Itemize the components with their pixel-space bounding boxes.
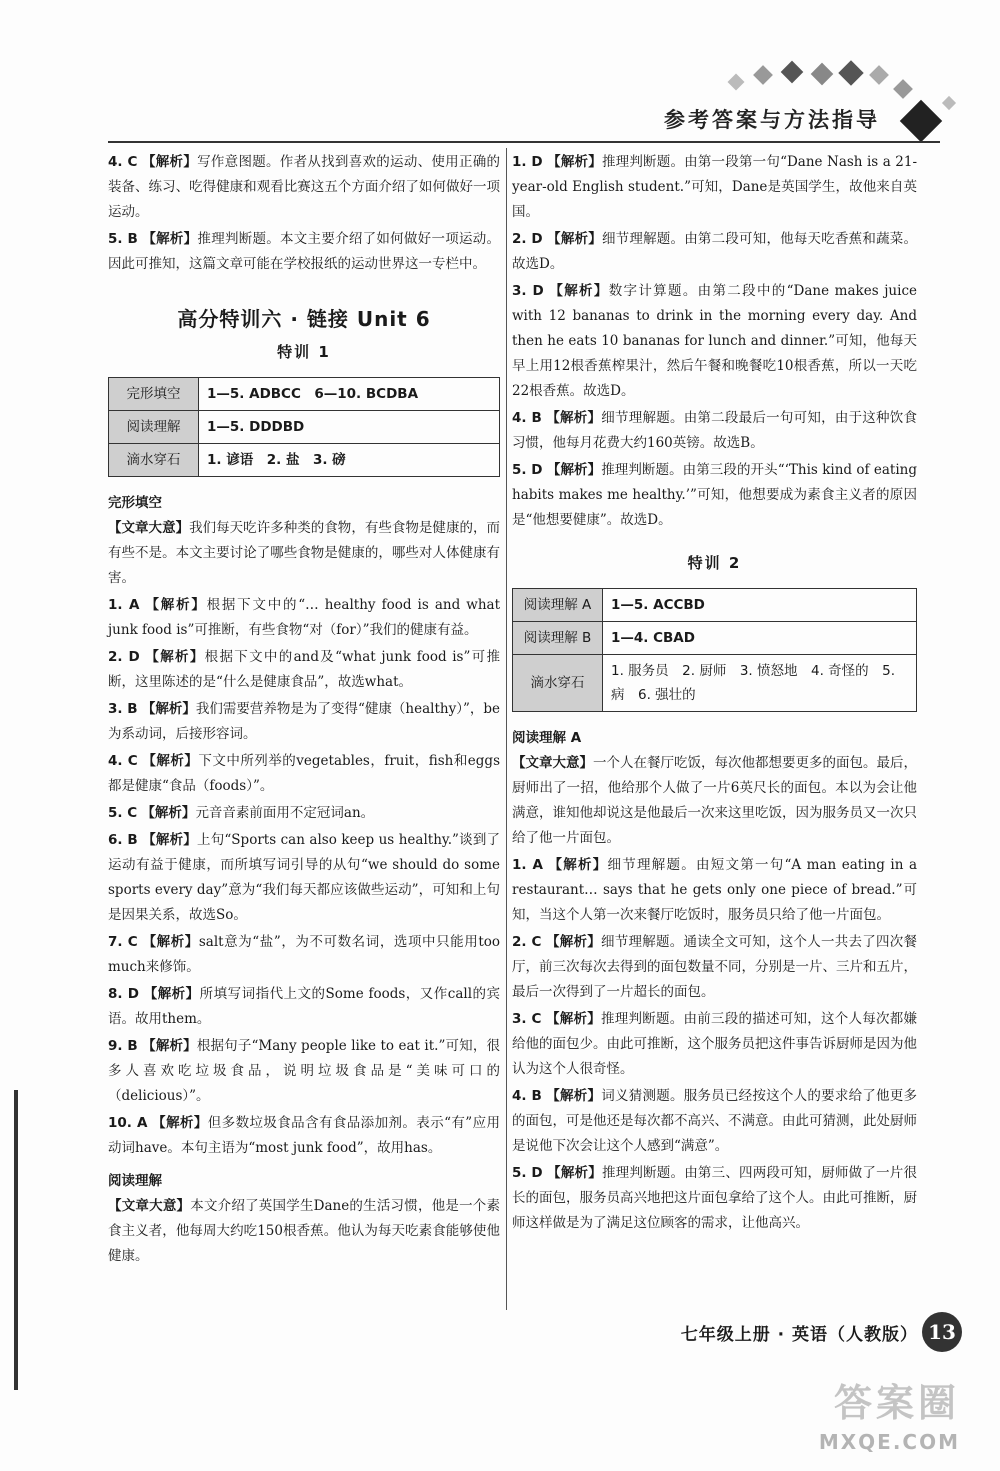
table-row: 完形填空 1—5. ADBCC 6—10. BCDBA <box>109 378 500 411</box>
cloze-summary: 【文章大意】我们每天吃许多种类的食物，有些食物是健康的，而有些不是。本文主要讨论了哪些食物是健康的，哪些对人体健康有害。 <box>108 520 501 586</box>
table-row: 滴水穿石 1. 谚语 2. 盐 3. 磅 <box>109 444 500 477</box>
header-rule <box>108 141 940 143</box>
answer-item: 4. B 【解析】词义猜测题。服务员已经按这个人的要求给了他更多的面包，可是他还是每次都不高兴、不满意。由此可猜测，此处厨师是说他下次会让这个人感到“满意”。 <box>512 1088 918 1154</box>
answer-item: 5. B 【解析】推理判断题。本文主要介绍了如何做好一项运动。因此可推知，这篇文章可能在学校报纸的运动世界这一专栏中。 <box>108 231 501 272</box>
answer-item: 6. B 【解析】上句“Sports can also keep us healthy.”谈到了运动有益于健康，而所填写词引导的从句“we should do some sports every day”意为“我们每天都应该做些运动”，可知和上句是因果关系，故选So。 <box>108 832 501 923</box>
binding-mark <box>14 1090 18 1390</box>
header-title: 参考答案与方法指导 <box>664 108 880 132</box>
reading-heading: 阅读理解 <box>108 1173 162 1189</box>
answer-item: 4. C 【解析】写作意图题。作者从找到喜欢的运动、使用正确的装备、练习、吃得健康和观看比赛这五个方面介绍了如何做好一项运动。 <box>108 154 501 220</box>
answer-item: 5. D 【解析】推理判断题。由第三、四两段可知，厨师做了一片很长的面包，服务员高兴地把这片面包拿给了这个人。由此可推断，厨师这样做是为了满足这位顾客的需求，让他高兴。 <box>512 1165 917 1231</box>
section-title: 高分特训六 · 链接 Unit 6 <box>177 307 431 331</box>
reading-a-heading: 阅读理解 A <box>512 730 582 746</box>
answer-table <box>108 377 500 477</box>
table-row: 滴水穿石 1. 服务员 2. 厨师 3. 愤怒地 4. 奇怪的 5. 病 6. 强壮的 <box>513 655 917 712</box>
answer-item: 2. D 【解析】根据下文中的and及“what junk food is”可推断，这里陈述的是“什么是健康食品”，故选what。 <box>108 649 500 690</box>
training-title: 特训 2 <box>687 554 742 572</box>
answer-item: 8. D 【解析】所填写词指代上文的Some foods，又作call的宾语。故用them。 <box>108 986 500 1027</box>
table-row: 阅读理解 B 1—4. CBAD <box>513 622 917 655</box>
watermark-site: MXQE.COM <box>818 1430 960 1454</box>
answer-item: 2. C 【解析】细节理解题。通读全文可知，这个人一共去了四次餐厅，前三次每次去得到的面包数量不同，分别是一片、三片和五片，最后一次得到了一片超长的面包。 <box>512 934 918 1000</box>
table-row: 阅读理解 A 1—5. ACCBD <box>513 589 917 622</box>
answer-item: 5. C 【解析】元音音素前面用不定冠词an。 <box>108 805 375 821</box>
footer-text: 七年级上册 · 英语（人教版） <box>680 1325 918 1345</box>
answer-item: 4. B 【解析】细节理解题。由第二段最后一句可知，由于这种饮食习惯，他每月花费大约160英镑。故选B。 <box>512 410 918 451</box>
header-diamond-decoration <box>710 58 970 148</box>
answer-item: 2. D 【解析】细节理解题。由第二段可知，他每天吃香蕉和蔬菜。故选D。 <box>512 231 917 272</box>
cloze-heading: 完形填空 <box>108 495 162 511</box>
table-row: 阅读理解 1—5. DDDBD <box>109 411 500 444</box>
training-title: 特训 1 <box>277 343 331 361</box>
watermark-logo: 答案圈 <box>833 1381 960 1425</box>
page-number: 13 <box>922 1312 962 1352</box>
answer-item: 1. A 【解析】根据下文中的“… healthy food is and what junk food is”可推断，有些食物“对（for）”我们的健康有益。 <box>108 597 501 638</box>
reading-a-summary: 【文章大意】一个人在餐厅吃饭，每次他都想要更多的面包。最后，厨师出了一招，他给那个人做了一片6英尺长的面包。本以为会让他满意，谁知他却说这是他最后一次来这里吃饭，因为服务员又一次只给了他一片面包。 <box>512 755 917 846</box>
reading-summary: 【文章大意】本文介绍了英国学生Dane的生活习惯，他是一个素食主义者，他每周大约吃150根香蕉。他认为每天吃素食能够使他健康。 <box>108 1198 501 1264</box>
answer-item: 3. C 【解析】推理判断题。由前三段的描述可知，这个人每次都嫌给他的面包少。由此可推断，这个服务员把这件事告诉厨师是因为他认为这个人很奇怪。 <box>512 1011 918 1077</box>
answer-item: 9. B 【解析】根据句子“Many people like to eat it.”可知，很多人喜欢吃垃圾食品，说明垃圾食品是“美味可口的（delicious）”。 <box>108 1038 501 1104</box>
answer-item: 1. A 【解析】细节理解题。由短文第一句“A man eating in a restaurant… says that he gets only one piece of bread.”可知，当这个人第一次来餐厅吃饭时，服务员只给了他一片面包。 <box>512 857 917 923</box>
right-column <box>512 150 917 1238</box>
answer-item: 7. C 【解析】salt意为“盐”，为不可数名词，选项中只能用too much来修饰。 <box>108 934 501 975</box>
column-divider <box>506 148 507 1310</box>
answer-item: 3. D 【解析】数字计算题。由第二段中的“Dane makes juice with 12 bananas to drink in the morning every day. And then he eats 10 bananas for lunch and dinner.”可知，他每天早上用12根香蕉榨果汁，然后午餐和晚餐吃10根香蕉，所以一天吃22根香蕉。故选D。 <box>512 283 917 399</box>
answer-item: 4. C 【解析】下文中所列举的vegetables，fruit，fish和eggs都是健康“食品（foods）”。 <box>108 753 501 794</box>
answer-item: 5. D 【解析】推理判断题。由第三段的开头“‘This kind of eating habits makes me healthy.’”可知，他想要成为素食主义者的原因是“他想要健康”。故选D。 <box>512 462 918 528</box>
answer-item: 10. A 【解析】但多数垃圾食品含有食品添加剂。表示“有”应用动词have。本句主语为“most junk food”，故用has。 <box>108 1115 500 1156</box>
left-column <box>108 150 500 1271</box>
answer-item: 3. B 【解析】我们需要营养物是为了变得“健康（healthy）”，be为系动词，后接形容词。 <box>108 701 501 742</box>
answer-table <box>512 588 917 712</box>
answer-item: 1. D 【解析】推理判断题。由第一段第一句“Dane Nash is a 21-year-old English student.”可知，Dane是英国学生，故他来自英国。 <box>512 154 918 220</box>
